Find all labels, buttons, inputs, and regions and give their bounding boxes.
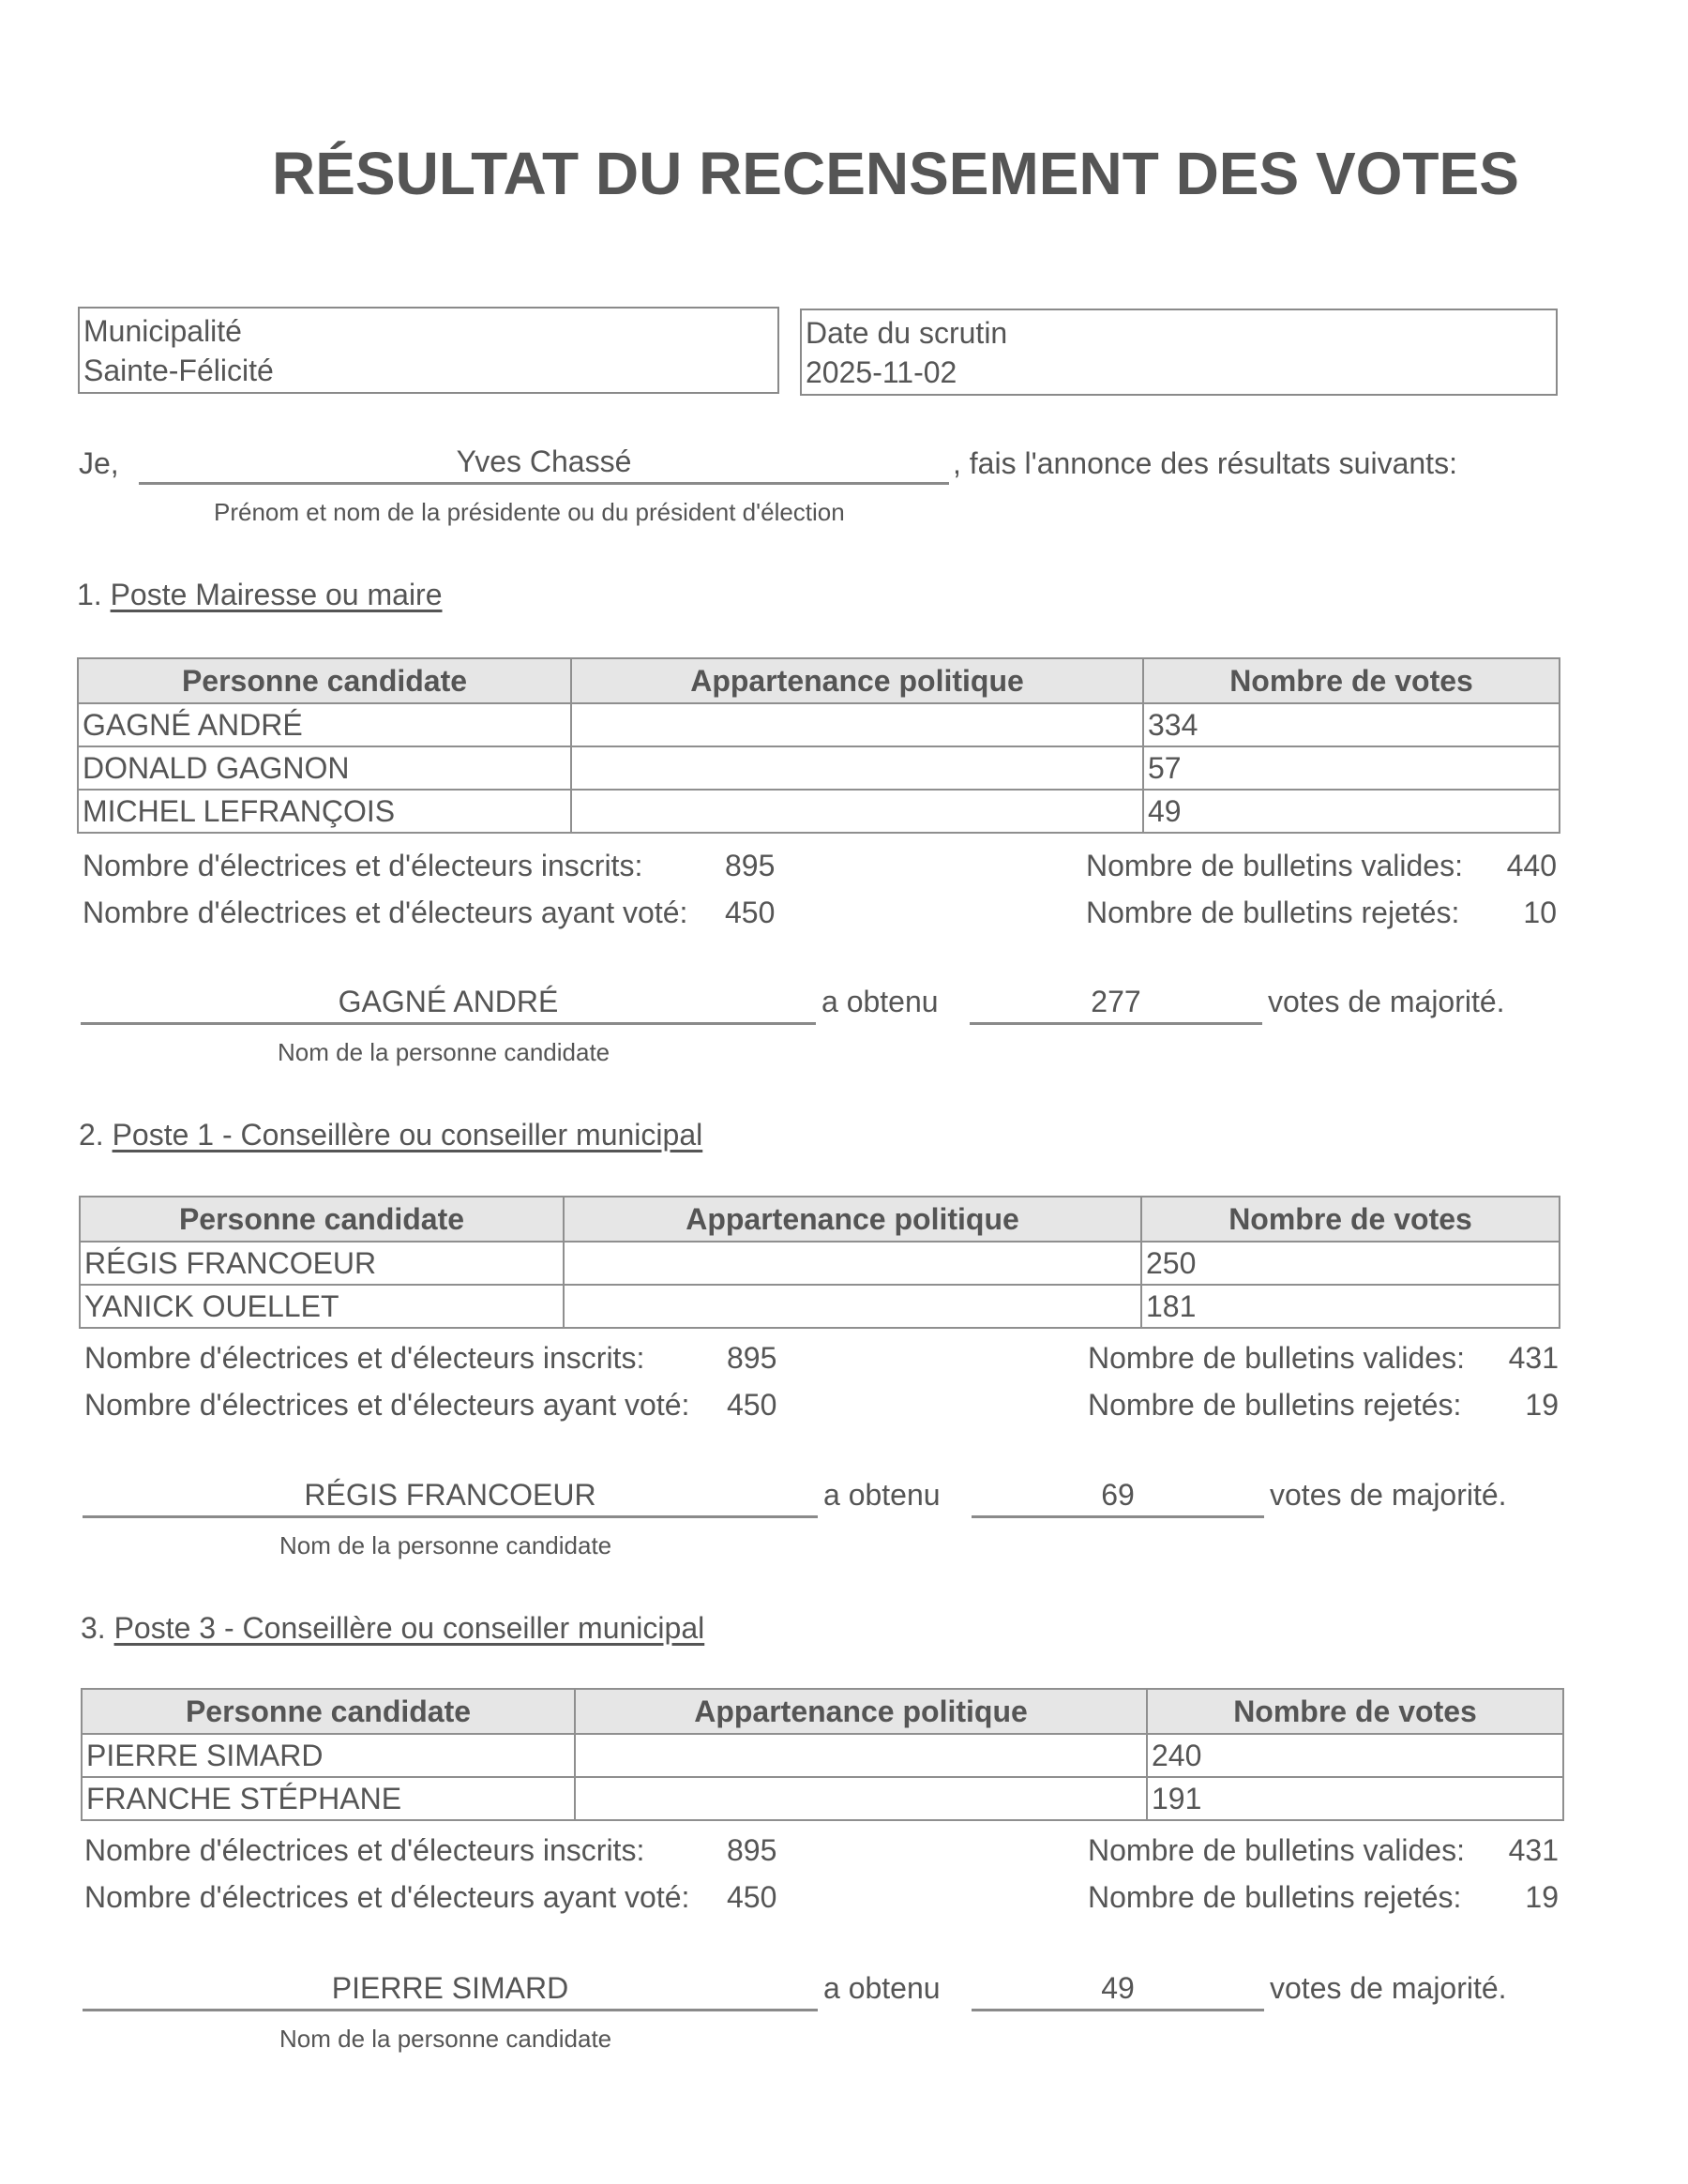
candidate-votes: 57 [1143,746,1560,790]
valid-ballots [1088,1341,1465,1376]
majority-value: 69 [1101,1478,1135,1512]
valid-ballots-label: Nombre de bulletins valides: [1088,1833,1465,1867]
voters-who-voted [84,1388,689,1423]
registered-voters-label: Nombre d'électrices et d'électeurs inscrits: [84,1833,645,1867]
candidate-party [571,703,1143,746]
section-number: 2. [79,1118,104,1152]
winner-name: RÉGIS FRANCOEUR [304,1478,596,1512]
registered-voters-label: Nombre d'électrices et d'électeurs inscrits: [84,1341,645,1375]
candidate-party [571,790,1143,833]
winner-caption: Nom de la personne candidate [279,1531,612,1559]
candidate-party [571,746,1143,790]
valid-ballots [1086,849,1463,883]
candidate-votes: 49 [1143,790,1560,833]
obtained-label: a obtenu [821,985,939,1018]
party-column-header: Appartenance politique [564,1197,1141,1242]
candidate-votes: 191 [1147,1777,1563,1820]
candidates-table [77,657,1560,834]
candidate-votes: 334 [1143,703,1560,746]
registered-voters [83,849,642,883]
table-row [80,1242,1560,1285]
voters-who-voted [84,1880,689,1915]
candidate-column-header: Personne candidate [82,1689,575,1734]
registered-voters [84,1833,644,1868]
section-title [77,578,443,612]
registered-voters [84,1341,644,1376]
candidate-party [575,1777,1147,1820]
municipality-label: Municipalité [83,314,242,348]
rejected-ballots-value: 19 [1525,1388,1559,1422]
valid-ballots-value: 431 [1508,1833,1559,1867]
voters-who-voted-label: Nombre d'électrices et d'électeurs ayant voté: [84,1388,690,1422]
table-row [80,1285,1560,1328]
candidate-party [564,1242,1141,1285]
votes-column-header: Nombre de votes [1143,658,1560,703]
winner-name-line [83,1515,818,1518]
candidate-party [564,1285,1141,1328]
table-row [78,703,1560,746]
rejected-ballots-value: 10 [1523,896,1557,929]
votes-majority-label: votes de majorité. [1270,1971,1507,2005]
table-header-row [78,658,1560,703]
registered-voters-value: 895 [725,849,776,882]
winner-name-line [83,2009,818,2011]
valid-ballots-label: Nombre de bulletins valides: [1088,1341,1465,1375]
rejected-ballots [1088,1880,1461,1915]
declaration-suffix: , fais l'annonce des résultats suivants: [953,446,1457,480]
candidate-name: PIERRE SIMARD [82,1734,575,1777]
majority-value: 49 [1101,1971,1135,2005]
candidate-name: DONALD GAGNON [78,746,571,790]
valid-ballots-value: 431 [1508,1341,1559,1375]
winner-name: PIERRE SIMARD [331,1971,569,2005]
section-number: 3. [81,1611,106,1645]
election-date-box [800,309,1558,396]
obtained-label: a obtenu [823,1478,941,1512]
section-number: 1. [77,578,102,611]
obtained-label: a obtenu [823,1971,941,2005]
president-name-line [139,482,949,485]
candidate-name: RÉGIS FRANCOEUR [80,1242,564,1285]
candidate-party [575,1734,1147,1777]
winner-caption: Nom de la personne candidate [279,2025,612,2053]
winner-caption: Nom de la personne candidate [278,1038,610,1066]
candidates-table [79,1196,1560,1329]
party-column-header: Appartenance politique [575,1689,1147,1734]
voters-who-voted-value: 450 [727,1388,777,1422]
candidates-table [81,1688,1564,1821]
table-row [78,790,1560,833]
party-column-header: Appartenance politique [571,658,1143,703]
section-post-name: Poste 1 - Conseillère ou conseiller municipal [112,1118,703,1152]
rejected-ballots-label: Nombre de bulletins rejetés: [1088,1388,1462,1422]
table-row [82,1734,1563,1777]
votes-column-header: Nombre de votes [1147,1689,1563,1734]
rejected-ballots [1086,896,1459,930]
candidate-name: FRANCHE STÉPHANE [82,1777,575,1820]
rejected-ballots-label: Nombre de bulletins rejetés: [1086,896,1460,929]
municipality-box [78,307,779,394]
candidate-name: GAGNÉ ANDRÉ [78,703,571,746]
majority-value-line [970,1022,1262,1025]
president-name: Yves Chassé [456,444,632,478]
valid-ballots-value: 440 [1506,849,1557,882]
voters-who-voted-label: Nombre d'électrices et d'électeurs ayant voté: [84,1880,690,1914]
valid-ballots-label: Nombre de bulletins valides: [1086,849,1463,882]
table-header-row [82,1689,1563,1734]
section-title [79,1118,702,1152]
candidate-column-header: Personne candidate [80,1197,564,1242]
candidate-name: YANICK OUELLET [80,1285,564,1328]
candidate-column-header: Personne candidate [78,658,571,703]
majority-value: 277 [1091,985,1141,1018]
winner-name: GAGNÉ ANDRÉ [338,985,559,1018]
declaration-prefix: Je, [79,446,119,480]
table-row [82,1777,1563,1820]
table-row [78,746,1560,790]
valid-ballots [1088,1833,1465,1868]
registered-voters-value: 895 [727,1341,777,1375]
election-date-label: Date du scrutin [806,316,1008,350]
registered-voters-value: 895 [727,1833,777,1867]
voters-who-voted-label: Nombre d'électrices et d'électeurs ayant voté: [83,896,688,929]
rejected-ballots-label: Nombre de bulletins rejetés: [1088,1880,1462,1914]
registered-voters-label: Nombre d'électrices et d'électeurs inscrits: [83,849,643,882]
rejected-ballots [1088,1388,1461,1423]
voters-who-voted-value: 450 [727,1880,777,1914]
winner-name-line [81,1022,816,1025]
candidate-votes: 181 [1141,1285,1560,1328]
section-post-name: Poste 3 - Conseillère ou conseiller municipal [113,1611,705,1645]
candidate-votes: 240 [1147,1734,1563,1777]
majority-value-line [972,2009,1264,2011]
president-caption: Prénom et nom de la présidente ou du président d'élection [214,498,845,526]
candidate-name: MICHEL LEFRANÇOIS [78,790,571,833]
section-title [81,1611,704,1646]
votes-majority-label: votes de majorité. [1270,1478,1507,1512]
election-date-value: 2025-11-02 [806,355,957,389]
voters-who-voted [83,896,687,930]
table-header-row [80,1197,1560,1242]
section-post-name: Poste Mairesse ou maire [110,578,443,611]
votes-majority-label: votes de majorité. [1268,985,1505,1018]
majority-value-line [972,1515,1264,1518]
voters-who-voted-value: 450 [725,896,776,929]
document-title: RÉSULTAT DU RECENSEMENT DES VOTES [272,140,1519,207]
rejected-ballots-value: 19 [1525,1880,1559,1914]
candidate-votes: 250 [1141,1242,1560,1285]
municipality-value: Sainte-Félicité [83,354,274,387]
votes-column-header: Nombre de votes [1141,1197,1560,1242]
